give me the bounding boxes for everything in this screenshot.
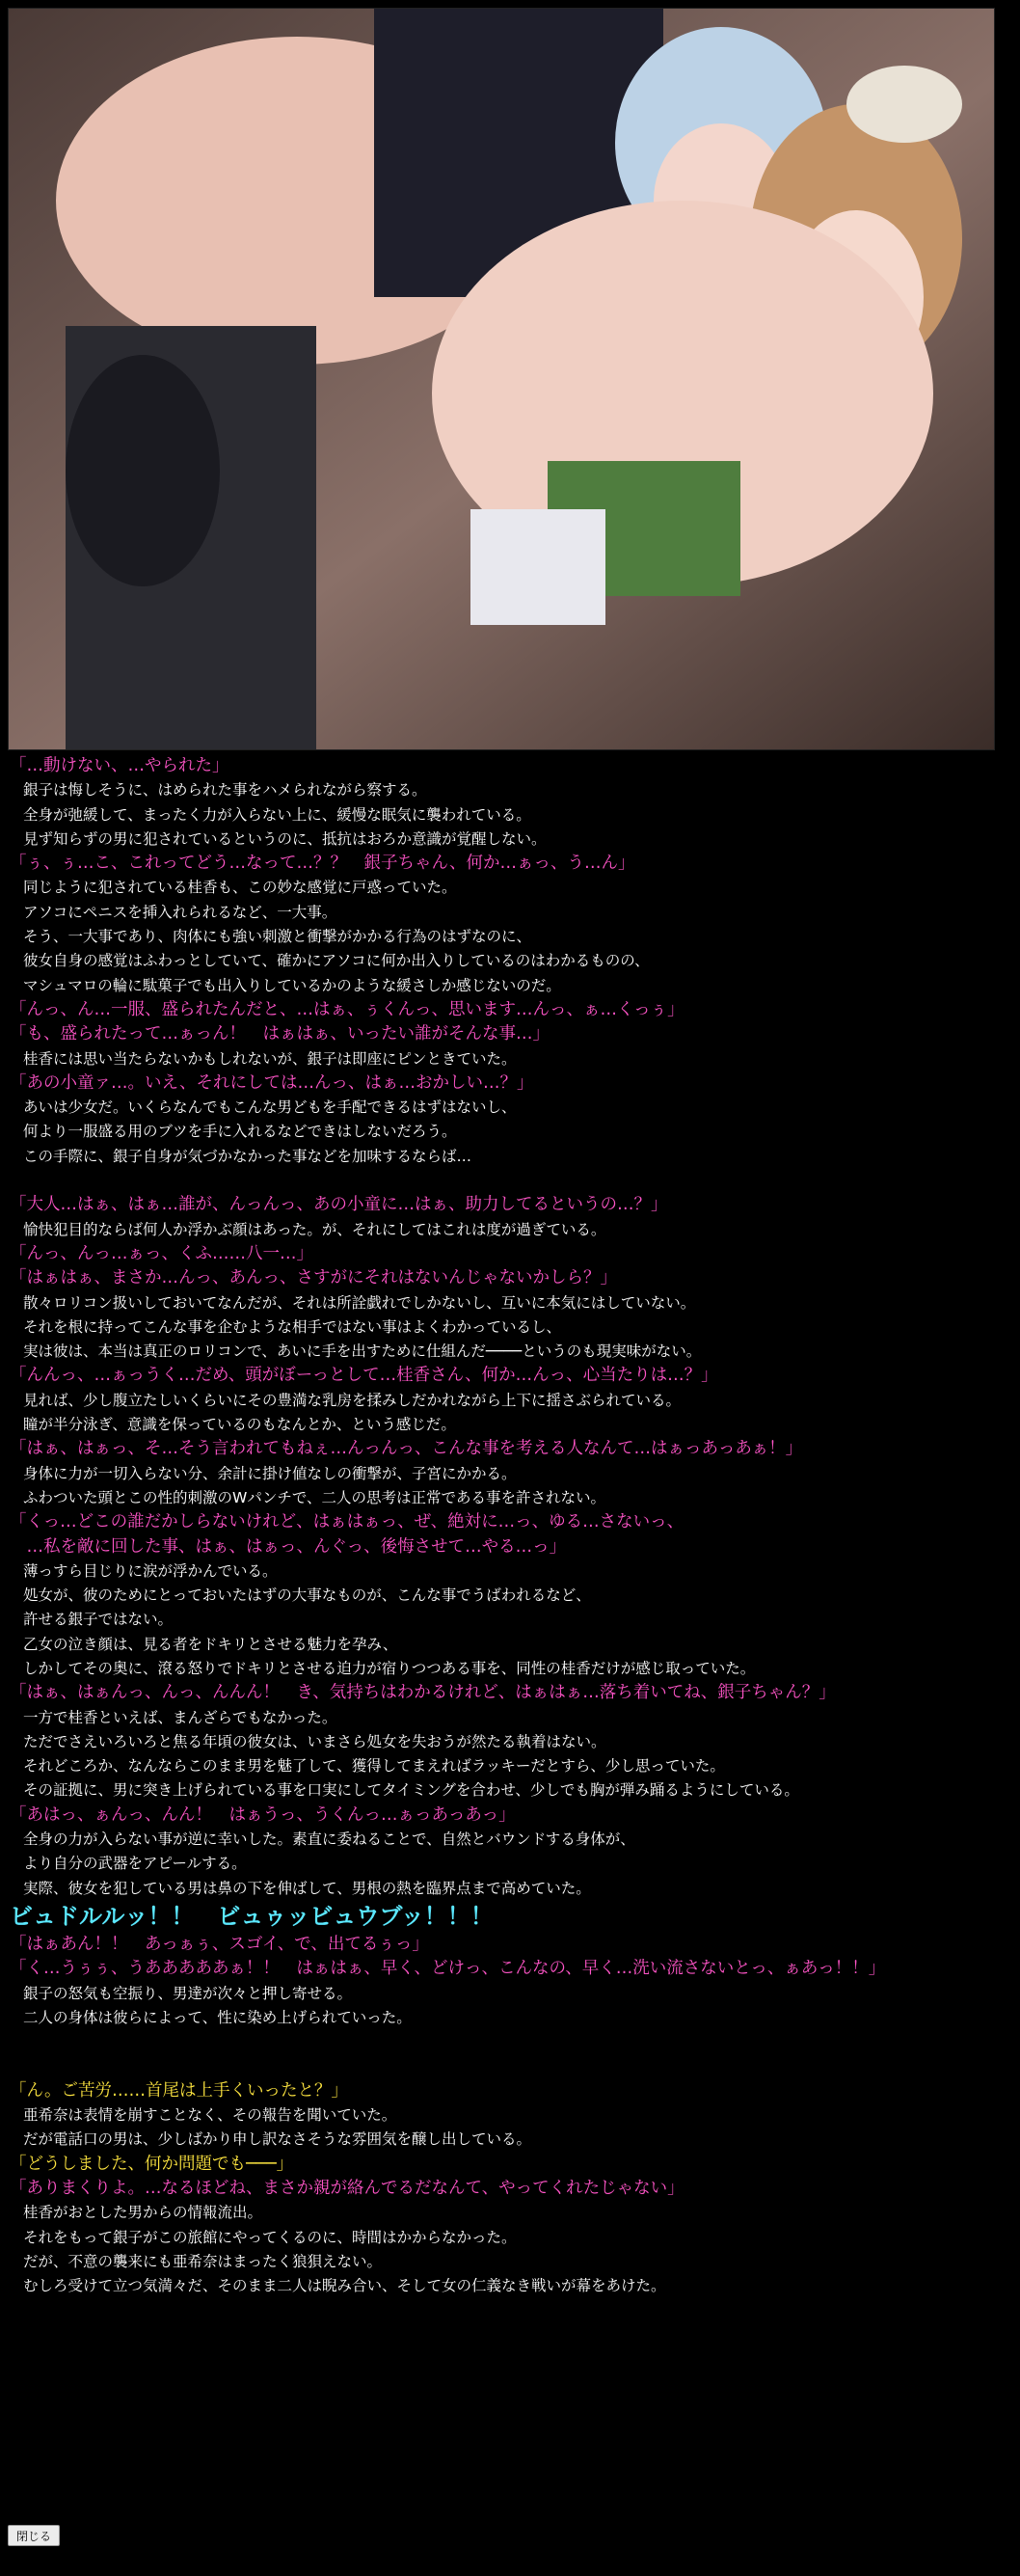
- dialogue-line: 「んんっ、…ぁっうく…だめ、頭がぼーっとして…桂香さん、何か…んっ、心当たりは…？」: [10, 1366, 718, 1386]
- dialogue-line: 「あはっ、ぁんっ、んん！ はぁうっ、うくんっ…ぁっあっあっ」: [10, 1804, 516, 1825]
- narration-line: むしろ受けて立つ気満々だ、そのまま二人は睨み合い、そして女の仁義なき戦いが幕をあけた。: [23, 2277, 666, 2295]
- dialogue-line: 「はぁ、はぁんっ、んっ、んんん！ き、気持ちはわかるけれど、はぁはぁ…落ち着いてね、銀子ちゃん？」: [10, 1683, 836, 1703]
- narration-line: 実際、彼女を犯している男は鼻の下を伸ばして、男根の熱を臨界点まで高めていた。: [23, 1879, 591, 1897]
- dialogue-line: …私を敵に回した事、はぁ、はぁっ、んぐっ、後悔させて…やる…っ」: [10, 1536, 567, 1557]
- narration-line: 何より一服盛る用のブツを手に入れるなどできはしないだろう。: [23, 1123, 457, 1141]
- sound-effect-line: ビュドルルッ！！ ビュゥッビュウブッ！！！: [10, 1902, 494, 1930]
- dialogue-line: 「も、盛られたって…ぁっん！ はぁはぁ、いったい誰がそんな事…」: [10, 1024, 550, 1044]
- narration-line: アソコにペニスを挿入れられるなど、一大事。: [23, 903, 337, 921]
- narration-line: 身体に力が一切入らない分、余計に掛け値なしの衝撃が、子宮にかかる。: [23, 1464, 517, 1482]
- dialogue-line: 「あの小童ァ…。いえ、それにしては…んっ、はぁ…おかしい…？」: [10, 1072, 534, 1093]
- narration-line: 乙女の泣き顔は、見る者をドキリとさせる魅力を孕み、: [23, 1635, 398, 1653]
- narration-line: 桂香には思い当たらないかもしれないが、銀子は即座にピンときていた。: [23, 1049, 517, 1068]
- blank-line: [10, 2054, 1012, 2078]
- narration-line: 処女が、彼のためにとっておいたはずの大事なものが、こんな事でうばわれるなど、: [23, 1586, 591, 1605]
- dialogue-line: 「ぅ、ぅ…こ、これってどう…なって…？？ 銀子ちゃん、何か…ぁっ、う…ん」: [10, 854, 635, 874]
- narration-line: ふわついた頭とこの性的刺激のWパンチで、二人の思考は正常である事を許されない。: [23, 1488, 606, 1506]
- narration-line: 同じように犯されている桂香も、この妙な感覚に戸惑っていた。: [23, 879, 457, 897]
- dialogue-line: 「どうしました、何か問題でも───」: [10, 2154, 294, 2174]
- scene-illustration: [8, 8, 995, 750]
- narration-line: 全身の力が入らない事が逆に幸いした。素直に委ねることで、自然とバウンドする身体が、: [23, 1830, 635, 1849]
- narration-line: 銀子の怒気も空振り、男達が次々と押し寄せる。: [23, 1984, 353, 2002]
- narration-line: それどころか、なんならこのまま男を魅了して、獲得してまえればラッキーだとすら、少し思っていた。: [23, 1757, 725, 1776]
- narration-line: 全身が弛緩して、まったく力が入らない上に、緩慢な眠気に襲われている。: [23, 805, 531, 824]
- dialogue-line: 「ん。ご苦労……首尾は上手くいったと？」: [10, 2080, 349, 2101]
- blank-line: [10, 1169, 1012, 1193]
- narration-line: この手際に、銀子自身が気づかなかった事などを加味するならば…: [23, 1147, 472, 1165]
- narration-line: その証拠に、男に突き上げられている事を口実にしてタイミングを合わせ、少しでも胸が弾み踊るようにしている。: [23, 1781, 799, 1800]
- narration-line: 一方で桂香といえば、まんざらでもなかった。: [23, 1708, 337, 1726]
- narration-line: 見ず知らずの男に犯されているというのに、抵抗はおろか意識が覚醒しない。: [23, 829, 547, 848]
- narration-line: 彼女自身の感覚はふわっとしていて、確かにアソコに何か出入りしているのはわかるものの、: [23, 952, 650, 970]
- narration-line: あいは少女だ。いくらなんでもこんな男どもを手配できるはずはないし、: [23, 1098, 517, 1117]
- narration-line: 薄っすら目じりに涙が浮かんでいる。: [23, 1561, 278, 1580]
- narration-line: 散々ロリコン扱いしておいてなんだが、それは所詮戯れでしかないし、互いに本気にはしていない。: [23, 1293, 696, 1312]
- narration-line: 愉快犯目的ならば何人か浮かぶ顔はあった。が、それにしてはこれは度が過ぎている。: [23, 1220, 606, 1238]
- dialogue-line: 「く…うぅぅ、うあああああぁ！！ はぁはぁ、早く、どけっ、こんなの、早く…洗い流さないとっ、ぁあっ！！」: [10, 1959, 886, 1979]
- narration-line: だが、不意の襲来にも亜希奈はまったく狼狽えない。: [23, 2252, 383, 2270]
- narration-line: 桂香がおとした男からの情報流出。: [23, 2204, 263, 2222]
- narration-line: 二人の身体は彼らによって、性に染め上げられていった。: [23, 2008, 412, 2026]
- dialogue-line: 「…動けない、…やられた」: [10, 756, 229, 775]
- illustration-graphic: [8, 8, 995, 750]
- narration-line: 亜希奈は表情を崩すことなく、その報告を聞いていた。: [23, 2106, 397, 2125]
- narration-line: 見れば、少し腹立たしいくらいにその豊満な乳房を揉みしだかれながら上下に揺さぶられている。: [23, 1391, 682, 1409]
- dialogue-line: 「ありまくりよ。…なるほどね、まさか親が絡んでるだなんて、やってくれたじゃない」: [10, 2178, 684, 2198]
- narration-line: 瞳が半分泳ぎ、意識を保っているのもなんとか、という感じだ。: [23, 1416, 456, 1434]
- story-text: [10, 754, 1012, 2298]
- dialogue-line: 「はぁはぁ、まさか…んっ、あんっ、さすがにそれはないんじゃないかしら？」: [10, 1268, 617, 1288]
- blank-line: [10, 2030, 1012, 2054]
- narration-line: しかしてその奥に、滾る怒りでドキリとさせる迫力が宿りつつある事を、同性の桂香だけが感じ取っていた。: [23, 1659, 756, 1677]
- narration-line: だが電話口の男は、少しばかり申し訳なさそうな雰囲気を醸し出している。: [23, 2130, 532, 2149]
- narration-line: ただでさえいろいろと焦る年頃の彼女は、いまさら処女を失おうが然たる執着はない。: [23, 1732, 606, 1750]
- narration-line: マシュマロの輪に駄菓子でも出入りしているかのような緩さしか感じないのだ。: [23, 976, 561, 994]
- dialogue-line: 「くっ…どこの誰だかしらないけれど、はぁはぁっ、ぜ、絶対に…っ、ゆる…さないっ、: [10, 1512, 684, 1532]
- narration-line: それを根に持ってこんな事を企むような相手ではない事はよくわかっているし、: [23, 1317, 562, 1336]
- dialogue-line: 「はぁ、はぁっ、そ…そう言われてもねぇ…んっんっ、こんな事を考える人なんて…はぁっあっあぁ！」: [10, 1439, 803, 1459]
- dialogue-line: 「んっ、ん…一服、盛られたんだと、…はぁ、ぅくんっ、思います…んっ、ぁ…くっぅ」: [10, 999, 684, 1019]
- dialogue-line: 「大人…はぁ、はぁ…誰が、んっんっ、あの小童に…はぁ、助力してるというの…？」: [10, 1195, 668, 1215]
- dialogue-line: 「んっ、んっ…ぁっ、くふ……八一…」: [10, 1243, 313, 1263]
- dialogue-line: 「はぁあん！！ あっぁぅ、スゴイ、で、出てるぅっ」: [10, 1934, 429, 1954]
- narration-line: 許せる銀子ではない。: [23, 1611, 174, 1629]
- narration-line: 銀子は悔しそうに、はめられた事をハメられながら察する。: [23, 781, 427, 800]
- narration-line: より自分の武器をアピールする。: [23, 1855, 247, 1873]
- narration-line: それをもって銀子がこの旅館にやってくるのに、時間はかからなかった。: [23, 2228, 517, 2246]
- narration-line: そう、一大事であり、肉体にも強い刺激と衝撃がかかる行為のはずなのに、: [23, 928, 532, 946]
- close-button[interactable]: 閉じる: [8, 2525, 60, 2546]
- narration-line: 実は彼は、本当は真正のロリコンで、あいに手を出すために仕組んだ────というのも現実味がない。: [23, 1342, 702, 1361]
